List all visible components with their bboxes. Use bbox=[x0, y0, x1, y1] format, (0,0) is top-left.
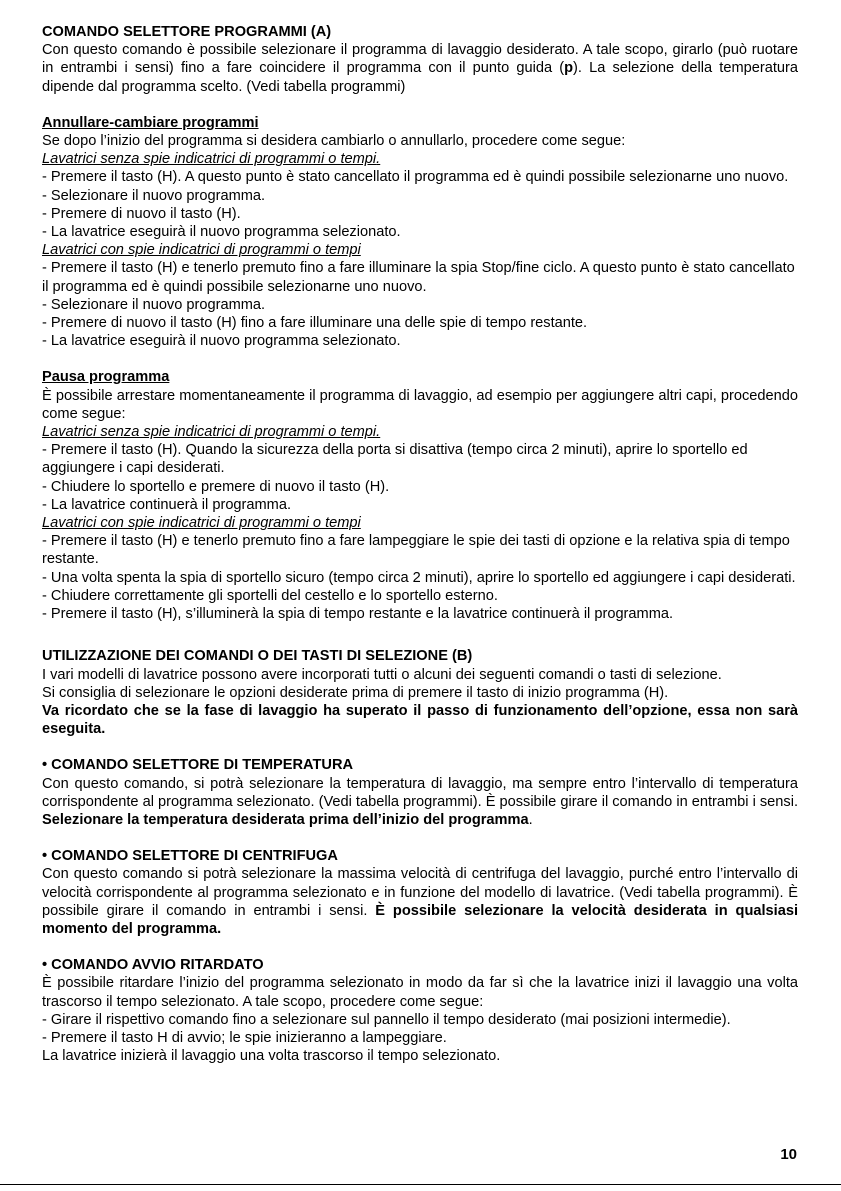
list-item: - Selezionare il nuovo programma. bbox=[42, 187, 266, 204]
list-item: - Premere il tasto (H) e tenerlo premuto fino a fare illuminare la spia Stop/fine ciclo. A questo punto è stato cancellato il programma ed è quindi possibile selezionarne uno nuovo. bbox=[42, 260, 795, 295]
spin-note: È possibile selezionare la velocità desiderata in qualsiasi momento del programma. bbox=[42, 902, 799, 937]
list-item: - Premere il tasto H di avvio; le spie inizieranno a lampeggiare. bbox=[42, 1029, 447, 1046]
list-item: - La lavatrice continuerà il programma. bbox=[42, 496, 292, 513]
list-item: - Selezionare il nuovo programma. bbox=[42, 296, 266, 313]
selection-controls-warning: Va ricordato che se la fase di lavaggio ha superato il passo di funzionamento dell’opzione, essa non sarà eseguita. bbox=[42, 702, 798, 738]
list-item: - Premere il tasto (H). A questo punto è stato cancellato il programma ed è quindi possibile selezionarne uno nuovo. bbox=[42, 169, 789, 186]
delay-start-text: È possibile ritardare l’inizio del programma selezionato in modo da far sì che la lavatrice inizi il lavaggio una volta trascorso il tempo selezionato. A tale scopo, procedere come segue: bbox=[42, 975, 798, 1010]
list-item: - Chiudere lo sportello e premere di nuovo il tasto (H). bbox=[42, 478, 390, 495]
text-span: Lavatrici senza spie indicatrici di programmi o tempi bbox=[42, 151, 377, 168]
subtitle-with-indicators: Lavatrici con spie indicatrici di programmi o tempi bbox=[42, 242, 361, 259]
list-item: - Girare il rispettivo comando fino a selezionare sul pannello il tempo desiderato (mai posizioni intermedie). bbox=[42, 1011, 731, 1028]
subtitle-with-indicators: Lavatrici con spie indicatrici di programmi o tempi bbox=[42, 515, 361, 532]
temperature-text bbox=[42, 775, 798, 830]
section-title-program-selector: COMANDO SELETTORE PROGRAMMI (A) bbox=[42, 24, 332, 40]
text-span: Con questo comando si potrà selezionare la massima velocità di centrifuga del lavaggio, purché entro l’intervallo di velocità corrispondente al programma selezionato e in funzione del modello di lavatrice. (Vedi tabella programmi). È possibile girare il comando in entrambi i sensi. bbox=[42, 866, 798, 919]
section-title-pause: Pausa programma bbox=[42, 369, 170, 386]
section-title-selection-controls: UTILIZZAZIONE DEI COMANDI O DEI TASTI DI SELEZIONE (B) bbox=[42, 648, 473, 665]
selection-controls-text: I vari modelli di lavatrice possono avere incorporati tutti o alcuni dei seguenti comandi o tasti di selezione. bbox=[42, 666, 722, 683]
list-item: - Premere il tasto (H), s’illuminerà la spia di tempo restante e la lavatrice continuerà il programma. bbox=[42, 606, 674, 623]
section-title-spin: • COMANDO SELETTORE DI CENTRIFUGA bbox=[42, 848, 338, 865]
pause-intro: È possibile arrestare momentaneamente il programma di lavaggio, ad esempio per aggiungere altri capi, procedendo come segue: bbox=[42, 387, 798, 422]
manual-page bbox=[42, 23, 798, 1065]
temperature-note: Selezionare la temperatura desiderata prima dell’inizio del programma bbox=[42, 811, 529, 828]
text-span: ). La selezione della temperatura dipende dal programma scelto. (Vedi tabella programmi) bbox=[42, 60, 798, 95]
list-item: - Premere di nuovo il tasto (H). bbox=[42, 205, 241, 222]
text-span: Con questo comando, si potrà selezionare la temperatura di lavaggio, ma sempre entro l’intervallo di temperatura corrispondente al programma selezionato. (Vedi tabella programmi). È possibile girare il comando in entrambi i sensi. bbox=[42, 775, 798, 810]
list-item: - Chiudere correttamente gli sportelli del cestello e lo sportello esterno. bbox=[42, 587, 498, 604]
bottom-rule bbox=[0, 1184, 841, 1185]
list-item: - La lavatrice eseguirà il nuovo programma selezionato. bbox=[42, 333, 401, 350]
list-item: La lavatrice inizierà il lavaggio una volta trascorso il tempo selezionato. bbox=[42, 1048, 501, 1065]
section-title-delay-start: • COMANDO AVVIO RITARDATO bbox=[42, 957, 264, 974]
section-title-cancel-change: Annullare-cambiare programmi bbox=[42, 114, 259, 131]
page-number: 10 bbox=[780, 1146, 797, 1163]
text-span: . bbox=[376, 151, 381, 168]
list-item: - Premere il tasto (H). Quando la sicurezza della porta si disattiva (tempo circa 2 minuti), aprire lo sportello ed aggiungere i capi desiderati. bbox=[42, 442, 748, 477]
list-item: - La lavatrice eseguirà il nuovo programma selezionato. bbox=[42, 224, 401, 241]
guide-point-letter: p bbox=[564, 60, 574, 77]
text-span: . bbox=[528, 811, 533, 828]
list-item: - Premere di nuovo il tasto (H) fino a fare illuminare una delle spie di tempo restante. bbox=[42, 315, 588, 332]
cancel-intro: Se dopo l’inizio del programma si desidera cambiarlo o annullarlo, procedere come segue: bbox=[42, 133, 626, 150]
program-selector-text bbox=[42, 41, 798, 96]
list-item: - Premere il tasto (H) e tenerlo premuto fino a fare lampeggiare le spie dei tasti di opzione e la relativa spia di tempo restante. bbox=[42, 533, 790, 568]
spin-text bbox=[42, 865, 798, 938]
list-item: - Una volta spenta la spia di sportello sicuro (tempo circa 2 minuti), aprire lo sportello ed aggiungere i capi desiderati. bbox=[42, 569, 796, 586]
subtitle-without-indicators bbox=[42, 150, 798, 168]
selection-controls-text: Si consiglia di selezionare le opzioni desiderate prima di premere il tasto di inizio programma (H). bbox=[42, 684, 669, 701]
subtitle-without-indicators: Lavatrici senza spie indicatrici di programmi o tempi. bbox=[42, 424, 381, 441]
text-span: Con questo comando è possibile selezionare il programma di lavaggio desiderato. A tale scopo, girarlo (può ruotare in entrambi i sensi) fino a fare coincidere il programma con il punto guida ( bbox=[42, 42, 798, 77]
section-title-temperature: • COMANDO SELETTORE DI TEMPERATURA bbox=[42, 757, 354, 774]
